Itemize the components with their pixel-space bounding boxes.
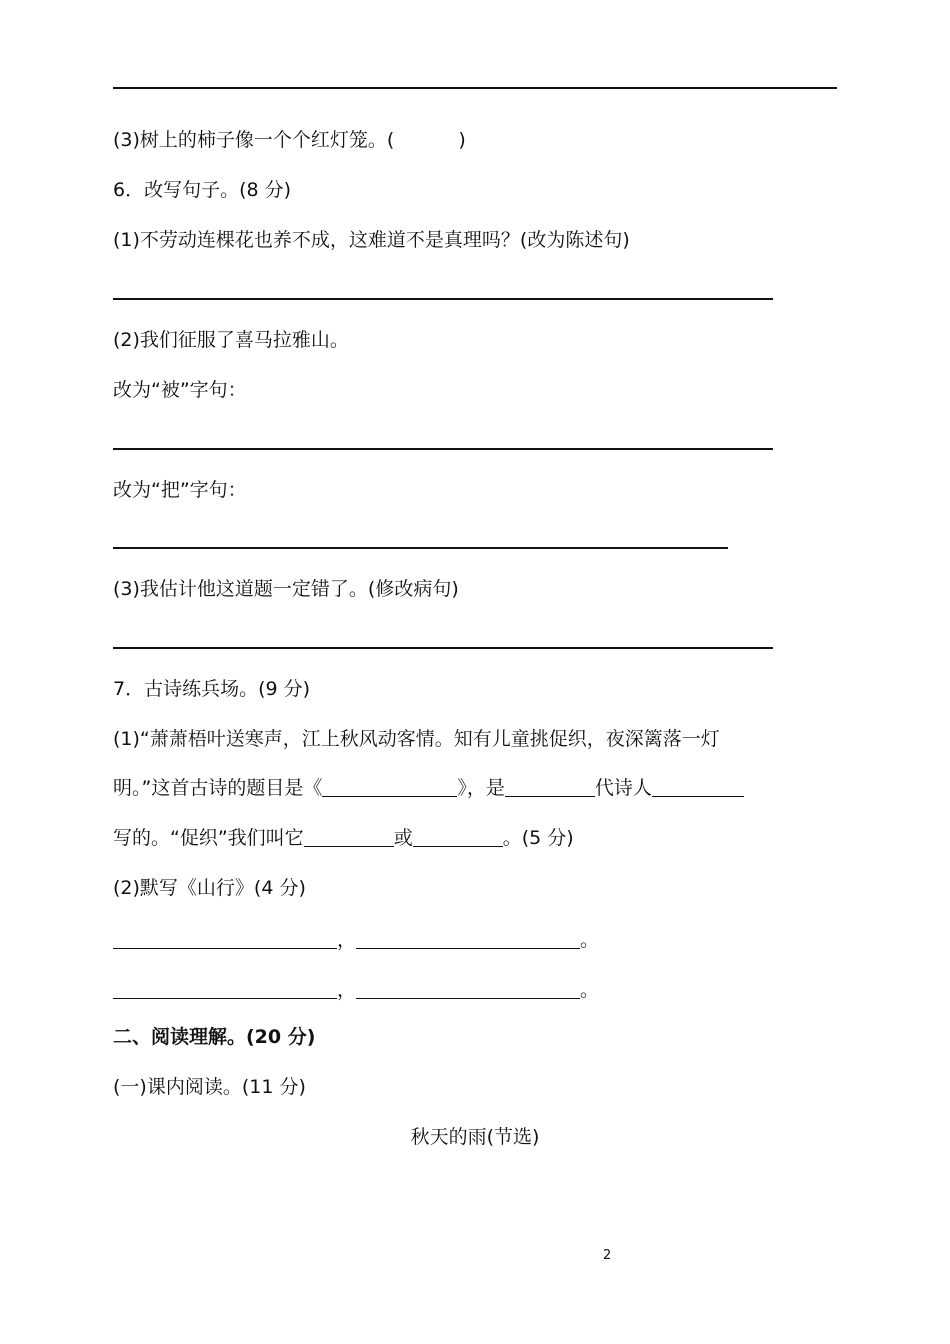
poem-recital-line-1: [113, 928, 599, 952]
q7-line2-text-c: 代诗人: [594, 777, 652, 799]
cricket-name-blank-2[interactable]: [413, 826, 503, 847]
poem-blank[interactable]: [356, 928, 580, 949]
passage-title: 秋天的雨(节选): [410, 1126, 540, 1148]
section-2-title: 二、阅读理解。(20 分): [113, 1026, 316, 1048]
question-7-item-1-line-1: (1)“萧萧梧叶送寒声，江上秋风动客情。知有儿童挑促织，夜深篱落一灯: [113, 728, 720, 750]
poem-recital-line-2: [113, 978, 599, 1002]
page-number: 2: [603, 1248, 612, 1263]
q7-line2-text-a: 明。”这首古诗的题目是《: [113, 777, 323, 799]
poem-blank[interactable]: [113, 978, 337, 999]
dynasty-blank[interactable]: [505, 776, 595, 797]
period: 。: [580, 929, 600, 951]
comma: ，: [337, 929, 357, 951]
question-6-item-1: (1)不劳动连棵花也养不成，这难道不是真理吗？(改为陈述句): [113, 229, 630, 251]
question-7-item-2: (2)默写《山行》(4 分): [113, 877, 306, 899]
comma: ，: [337, 979, 357, 1001]
question-5-item-3: [113, 128, 466, 152]
poet-blank[interactable]: [652, 776, 744, 797]
question-7-item-1-line-2: [113, 776, 744, 800]
q5-item3-text: (3)树上的柿子像一个个红灯笼。(: [113, 129, 395, 151]
answer-line[interactable]: [113, 547, 728, 549]
q7-line3-text-b: 或: [393, 827, 413, 849]
question-6-item-2-ba: 改为“把”字句：: [113, 479, 247, 501]
q7-line3-text-a: 写的。“促织”我们叫它: [113, 827, 304, 849]
poem-blank[interactable]: [113, 928, 337, 949]
question-6-title: 6．改写句子。(8 分): [113, 179, 292, 201]
section-2-sub-1: (一)课内阅读。(11 分): [113, 1076, 306, 1098]
question-7-title: 7．古诗练兵场。(9 分): [113, 678, 311, 700]
answer-line: [113, 87, 837, 89]
poem-blank[interactable]: [356, 978, 580, 999]
q7-line2-text-b: 》，是: [457, 777, 505, 799]
question-6-item-2: (2)我们征服了喜马拉雅山。: [113, 329, 349, 351]
question-7-item-1-line-3: [113, 826, 574, 850]
poem-title-blank[interactable]: [322, 776, 457, 797]
period: 。: [580, 979, 600, 1001]
question-6-item-3: (3)我估计他这道题一定错了。(修改病句): [113, 578, 459, 600]
answer-line[interactable]: [113, 448, 773, 450]
cricket-name-blank-1[interactable]: [304, 826, 394, 847]
answer-line[interactable]: [113, 298, 773, 300]
answer-line[interactable]: [113, 647, 773, 649]
question-6-item-2-bei: 改为“被”字句：: [113, 379, 247, 401]
q5-item3-close: ): [458, 129, 466, 151]
q7-line3-text-c: 。(5 分): [502, 827, 574, 849]
